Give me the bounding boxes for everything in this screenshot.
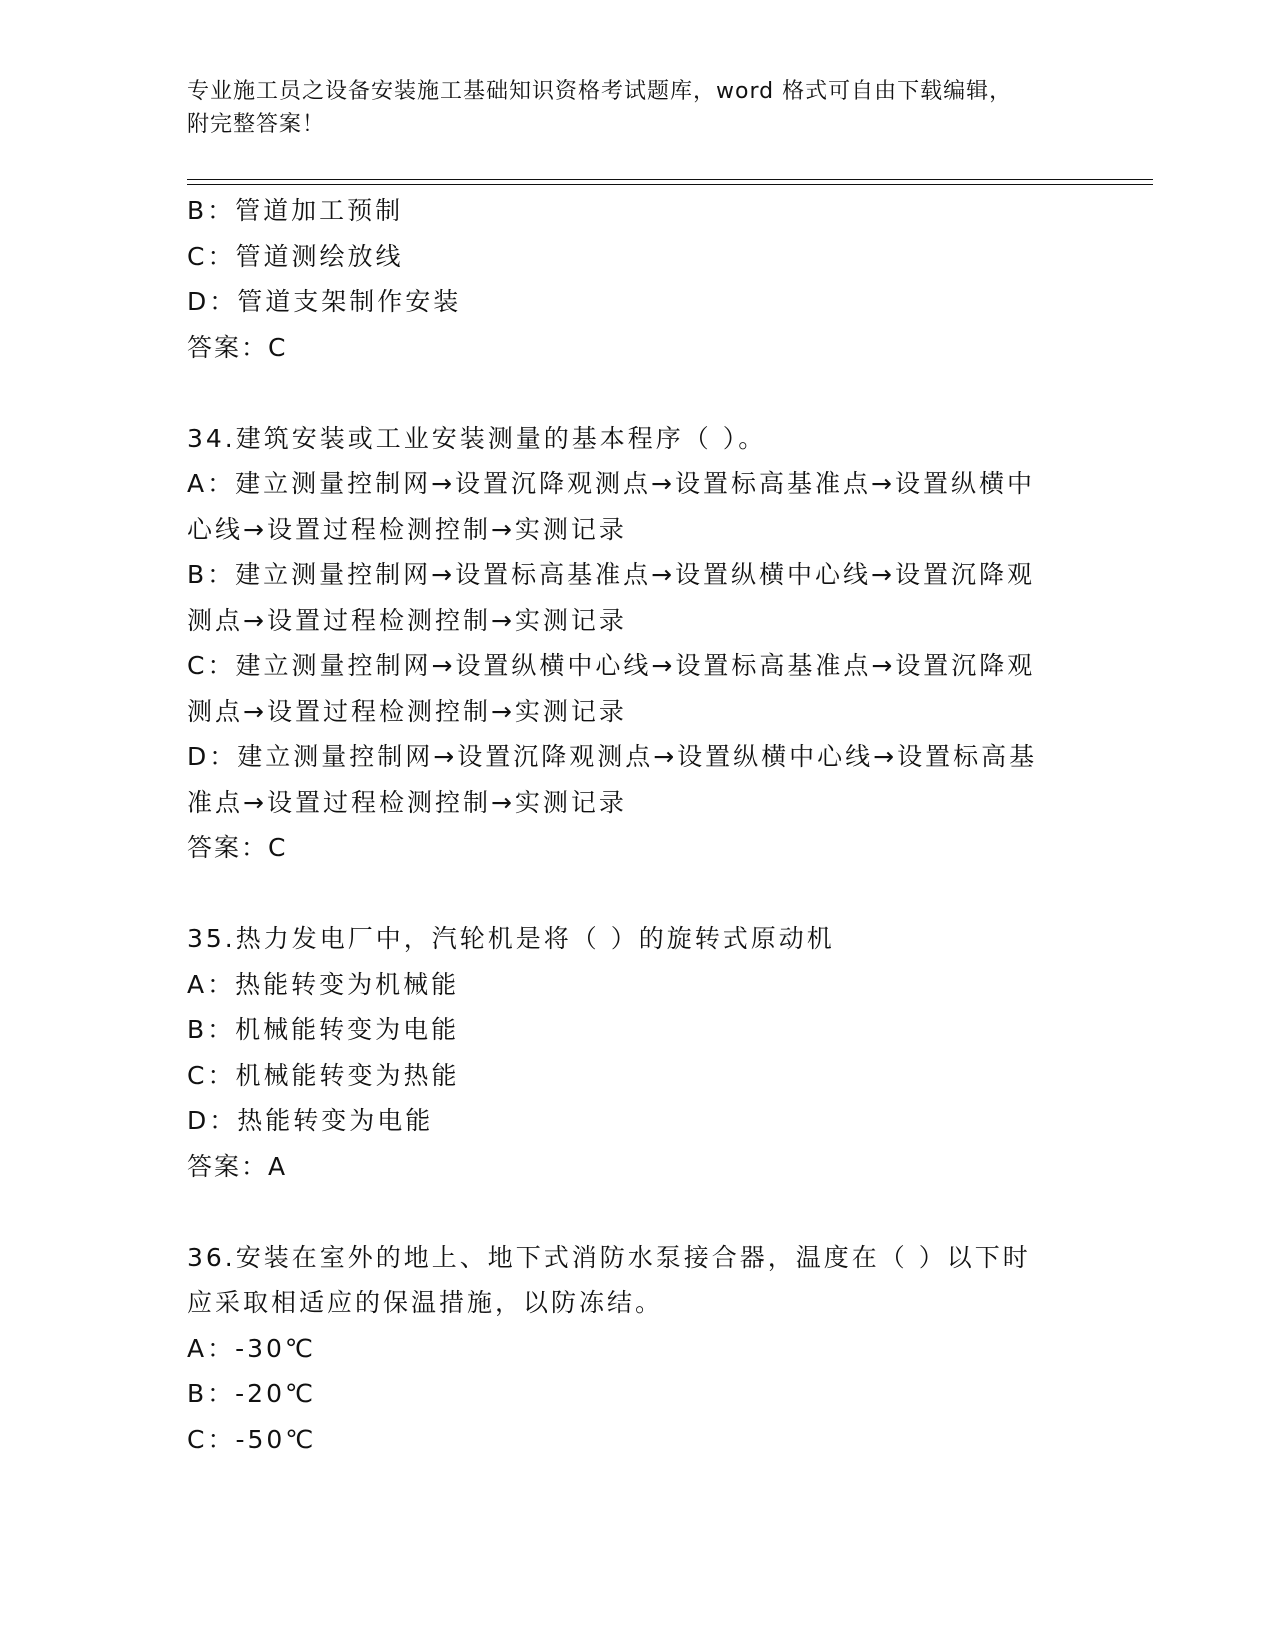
option-b: B：管道加工预制 [187, 196, 404, 225]
option-b: B：-20℃ [187, 1379, 317, 1408]
option-d-line-1: D：建立测量控制网→设置沉降观测点→设置纵横中心线→设置标高基 [187, 742, 1038, 771]
option-c-line-1: C：建立测量控制网→设置纵横中心线→设置标高基准点→设置沉降观 [187, 651, 1036, 680]
option-b: B：机械能转变为电能 [187, 1015, 460, 1044]
option-b-line-2: 测点→设置过程检测控制→实测记录 [187, 605, 627, 635]
answer-line: 答案：C [187, 833, 288, 862]
answer-line: 答案：C [187, 332, 288, 362]
option-a: A：热能转变为机械能 [187, 969, 460, 999]
header-line-1: 专业施工员之设备安装施工基础知识资格考试题库，word 格式可自由下载编辑， [187, 79, 1013, 104]
option-d-line-2: 准点→设置过程检测控制→实测记录 [187, 787, 627, 817]
option-a-line-1: A：建立测量控制网→设置沉降观测点→设置标高基准点→设置纵横中 [187, 469, 1035, 498]
option-c-line-2: 测点→设置过程检测控制→实测记录 [187, 696, 627, 726]
question-35 [187, 916, 1087, 1189]
header-divider-top [187, 179, 1153, 180]
option-d: D：管道支架制作安装 [187, 287, 462, 316]
option-a: A：-30℃ [187, 1333, 317, 1363]
answer-line: 答案：A [187, 1151, 288, 1181]
document-header [187, 75, 1067, 141]
question-33-tail [187, 188, 1087, 370]
option-c: C：管道测绘放线 [187, 241, 404, 271]
header-line-2: 附完整答案！ [187, 112, 326, 137]
question-stem: 34.建筑安装或工业安装测量的基本程序（ ）。 [187, 423, 767, 453]
question-content [187, 188, 1087, 1462]
question-stem-line-1: 36.安装在室外的地上、地下式消防水泵接合器，温度在（ ）以下时 [187, 1242, 1031, 1272]
question-stem-line-2: 应采取相适应的保温措施，以防冻结。 [187, 1288, 664, 1317]
option-c: C：机械能转变为热能 [187, 1060, 460, 1090]
question-stem: 35.热力发电厂中，汽轮机是将（ ）的旋转式原动机 [187, 924, 835, 953]
question-36 [187, 1235, 1087, 1463]
option-c: C：-50℃ [187, 1424, 317, 1454]
header-divider-bottom [187, 184, 1153, 185]
option-a-line-2: 心线→设置过程检测控制→实测记录 [187, 514, 627, 544]
option-d: D：热能转变为电能 [187, 1106, 434, 1135]
question-34 [187, 416, 1087, 871]
option-b-line-1: B：建立测量控制网→设置标高基准点→设置纵横中心线→设置沉降观 [187, 560, 1035, 589]
